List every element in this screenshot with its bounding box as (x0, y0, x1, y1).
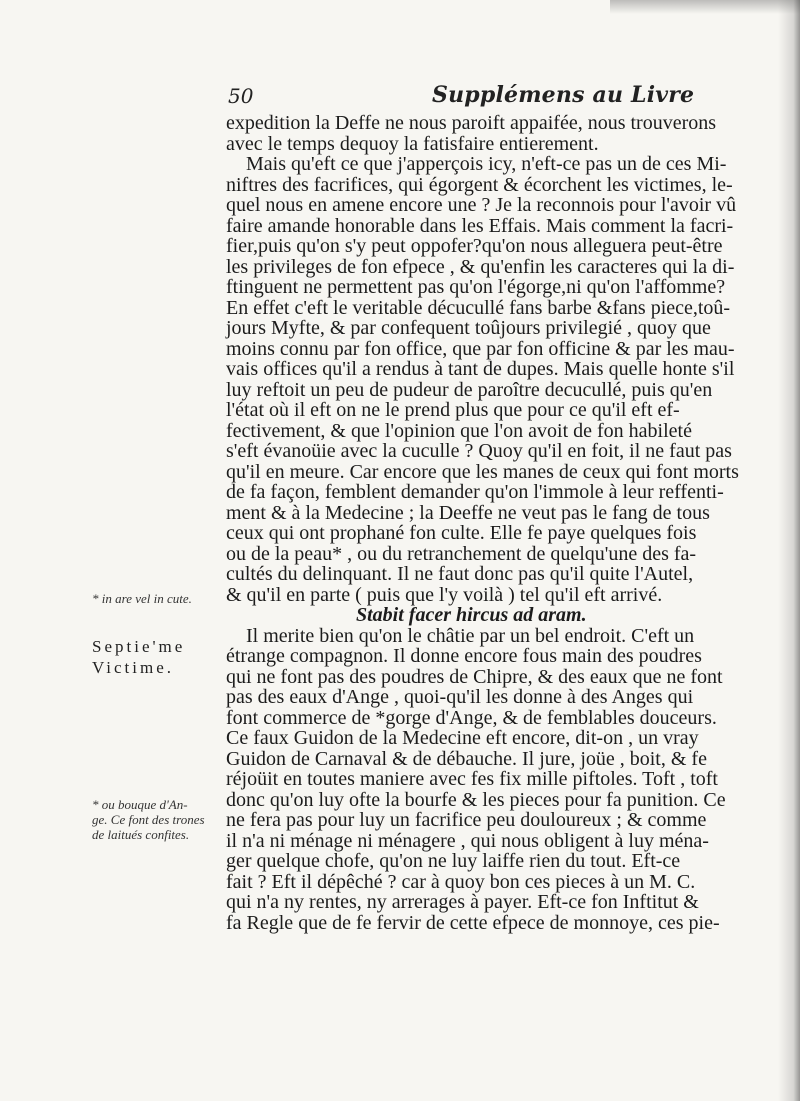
text-line: Il merite bien qu'on le châtie par un bel endroit. C'eft un (246, 624, 695, 647)
margin-note-line-2: ge. Ce font des trones (92, 812, 205, 827)
text-line: moins connu par fon office, que par fon officine & par les mau- (226, 337, 735, 360)
margin-heading-septieme-victime (92, 636, 185, 678)
margin-heading-line-2: Victime. (92, 658, 174, 677)
text-line: s'eft évanoüie avec la cuculle ? Quoy qu'il en foit, il ne faut pas (226, 440, 732, 462)
text-line: les privileges de fon efpece , & qu'enfin les caracteres qui la di- (226, 255, 735, 278)
text-line: jours Myfte, & par confequent toûjours privilegié , quoy que (226, 317, 711, 339)
margin-note-peau: * in are vel in cute. (92, 591, 192, 606)
margin-note-gorge-dange (92, 797, 217, 842)
text-line: & qu'il en parte ( puis que l'y voilà ) tel qu'il eft arrivé. (226, 583, 663, 606)
text-line: avec le temps dequoy la fatisfaire entierement. (226, 132, 599, 155)
latin-quotation: Stabit facer hircus ad aram. (356, 604, 587, 626)
text-line: font commerce de *gorge d'Ange, & de femblables douceurs. (226, 706, 717, 729)
text-line: ou de la peau* , ou du retranchement de quelqu'une des fa- (226, 542, 697, 565)
page-top-shadow (610, 0, 800, 14)
text-line: niftres des facrifices, qui égorgent & écorchent les victimes, le- (226, 173, 733, 196)
text-line: fait ? Eft il dépêché ? car à quoy bon ces pieces à un M. C. (226, 870, 696, 893)
margin-note-line-1: * ou bouque d'An- (92, 797, 188, 812)
text-line: faire amande honorable dans les Effais. Mais comment la facri- (226, 214, 734, 237)
text-line: expedition la Deffe ne nous paroift appaifée, nous trouverons (226, 112, 717, 134)
text-line: l'état où il eft on ne le prend plus que pour ce qu'il eft ef- (226, 399, 680, 421)
text-line: ment & à la Medecine ; la Deeffe ne veut pas le fang de tous (226, 501, 710, 524)
page-number: 50 (228, 84, 254, 108)
text-line: qui ne font pas des poudres de Chipre, & des eaux que ne font (226, 665, 723, 688)
text-line: fier,puis qu'on s'y peut oppofer?qu'on nous alleguera peut-être (226, 235, 723, 257)
text-line: ne fera pas pour luy un facrifice peu douloureux ; & comme (226, 809, 707, 831)
text-line: Guidon de Carnaval & de débauche. Il jure, joüe , boit, & fe (226, 747, 707, 770)
text-line: fectivement, & que l'opinion que l'on avoit de fon habileté (226, 419, 692, 442)
text-line: En effet c'eft le veritable décucullé fans barbe &fans piece,toû- (226, 296, 731, 319)
text-line: pas des eaux d'Ange , quoi-qu'il les donne à des Anges qui (226, 686, 694, 708)
text-line: ftinguent ne permettent pas qu'on l'égorge,ni qu'on l'affomme? (226, 276, 726, 298)
text-line: il n'a ni ménage ni ménagere , qui nous obligent à luy ména- (226, 829, 709, 852)
text-line: cultés du delinquant. Il ne faut donc pas qu'il quite l'Autel, (226, 563, 694, 585)
text-line: fa Regle que de fe fervir de cette efpece de monnoye, ces pie- (226, 911, 720, 934)
text-line: étrange compagnon. Il donne encore fous main des poudres (226, 645, 702, 667)
text-line: réjoüit en toutes maniere avec fes fix mille piftoles. Toft , toft (226, 768, 718, 790)
running-head: Supplémens au Livre (432, 82, 695, 108)
margin-note-line-3: de laitués confites. (92, 827, 190, 842)
text-line: ceux qui ont prophané fon culte. Elle fe paye quelques fois (226, 522, 697, 544)
text-line: qui n'a ny rentes, ny arrerages à payer. Eft-ce fon Inftitut & (226, 891, 699, 913)
body-text (226, 113, 792, 933)
text-line: Ce faux Guidon de la Medecine eft encore, dit-on , un vray (226, 727, 699, 749)
text-line: quel nous en amene encore une ? Je la reconnois pour l'avoir vû (226, 194, 737, 216)
text-line: qu'il en meure. Car encore que les manes de ceux qui font morts (226, 460, 739, 483)
text-line: Mais qu'eft ce que j'apperçois icy, n'eft-ce pas un de ces Mi- (246, 153, 727, 175)
text-line: luy reftoit un peu de pudeur de paroître decucullé, puis qu'en (226, 378, 713, 401)
text-line: de fa façon, femblent demander qu'on l'immole à leur reffenti- (226, 481, 724, 503)
text-line: vais offices qu'il a rendus à tant de dupes. Mais quelle honte s'il (226, 358, 735, 380)
text-line: ger quelque chofe, qu'on ne luy laiffe rien du tout. Eft-ce (226, 850, 681, 872)
text-line: donc qu'on luy ofte la bourfe & les pieces pour fa punition. Ce (226, 788, 726, 811)
margin-heading-line-1: Septie'me (92, 637, 186, 656)
